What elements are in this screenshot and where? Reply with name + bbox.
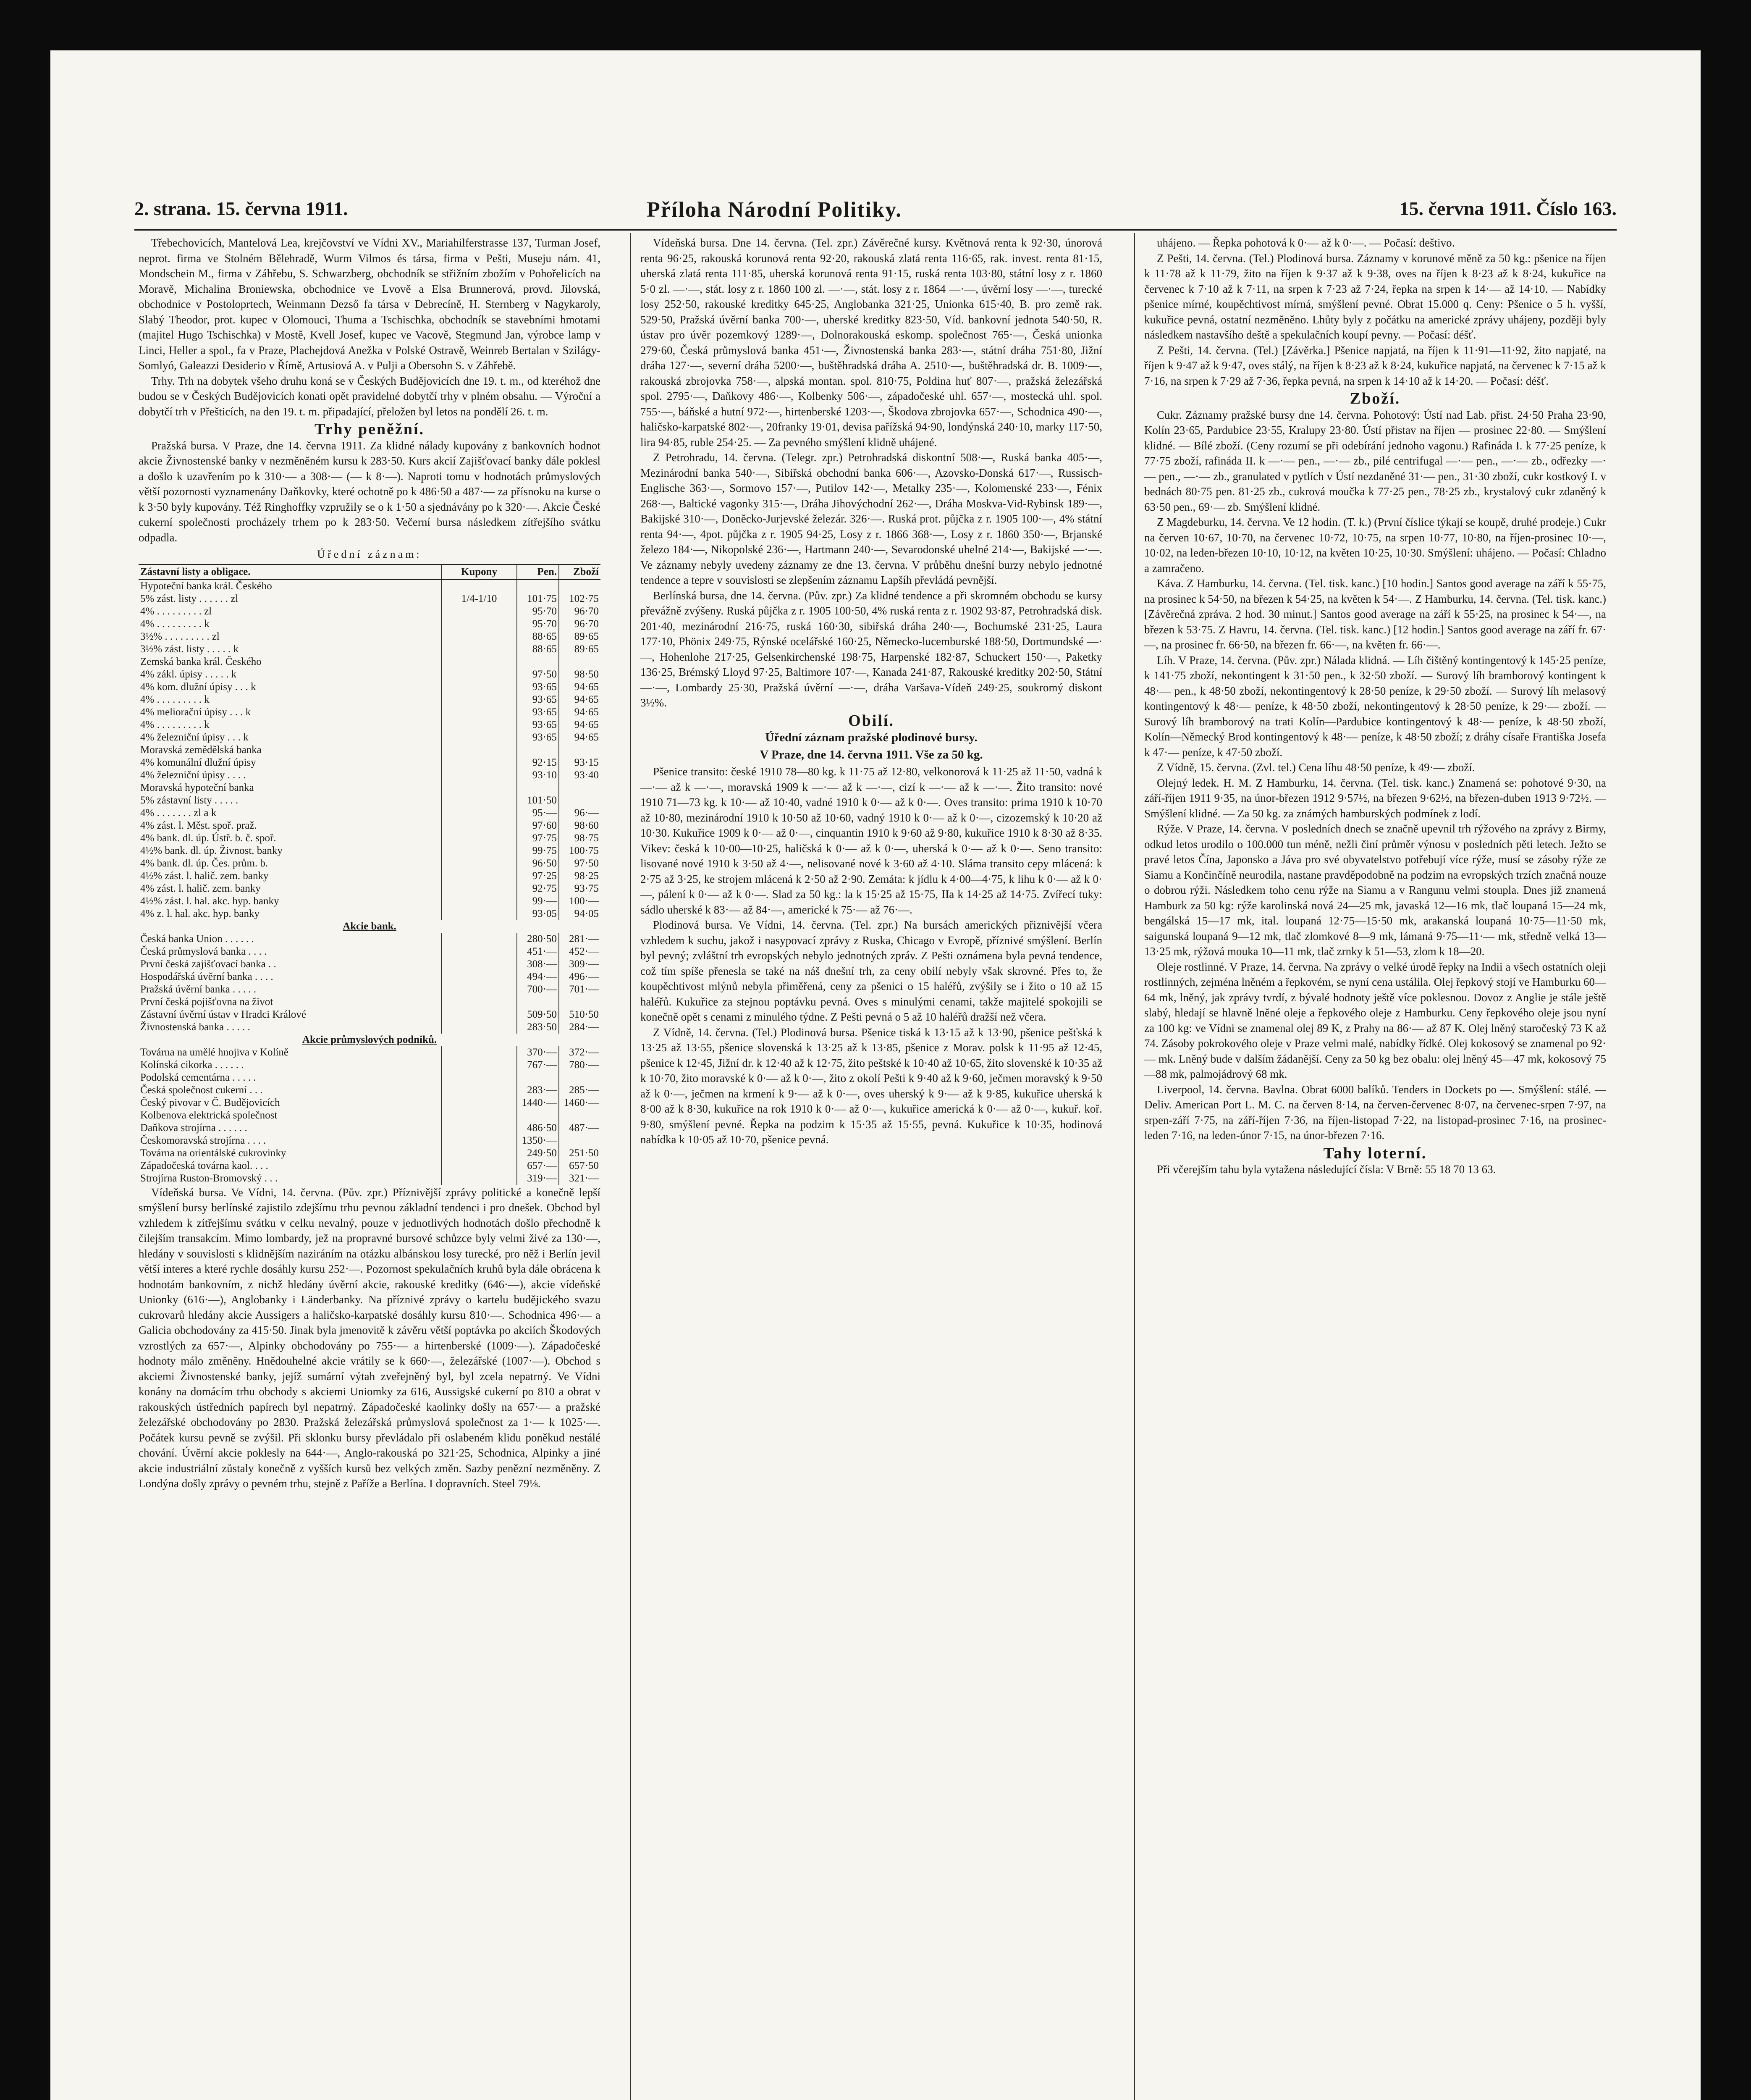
- table-cell-zb: 94·65: [559, 693, 600, 706]
- table-cell-zb: 510·50: [559, 1008, 600, 1021]
- table-row: [139, 1059, 600, 1071]
- table-cell-zb: 285·—: [559, 1084, 600, 1097]
- table-cell-pen: 494·—: [517, 971, 559, 983]
- table-cell-pen: 249·50: [517, 1147, 559, 1160]
- table-cell-cup: [441, 744, 517, 756]
- table-cell-pen: 97·25: [517, 870, 559, 882]
- column-3: [1144, 235, 1606, 2100]
- table-cell-pen: 97·75: [517, 832, 559, 845]
- table-cell-pen: 93·65: [517, 693, 559, 706]
- table-cell-pen: 101·50: [517, 794, 559, 807]
- budapest-closing-paragraph: Z Pešti, 14. června. (Tel.) [Závěrka.] Pšenice napjatá, na říjen k 11·91—11·92, žito napjaté, na říjen k 9·47 až k 9·47, oves stálý, na říjen k 8·23 až k 8·24, kukuřice napjatá, na červenec k 7·15 až k 7·16, na srpen k 7·29 až 7·36, řepka pevná, na srpen k 14·10 až k 14·20. — Počasí: déšť.: [1144, 344, 1606, 387]
- column-header: Zboží: [559, 564, 600, 580]
- table-cell-pen: 767·—: [517, 1059, 559, 1071]
- table-cell-pen: 1440·—: [517, 1097, 559, 1109]
- bankruptcy-list: Třebechovicích, Mantelová Lea, krejčovství ve Vídni XV., Mariahilferstrasse 137, Turman Josef, neprot. firma ve Stolném Bělehradě, Wurm Vilmos és társa, firma v Pešti, Museju nám. 41, Mondschein M., firma v Záhřebu, S. Schwarzberg, obchodník se střižním zbožím v Pohořelicích na Moravě, Michalina Broniewska, obchodnice ve Lvově a Elsa Brunnerová, provd. Jilovská, obchodnice v Postoloprtech, Weinmann Dezső fa társa v Debrecíně, H. Sternberg v Nagykaroly, Slabý Theodor, prot. kupec v Olomouci, Thuma a Tschischka, obchodník se stavebními hmotami (majitel Hugo Tschischka) v Mostě, Kvell Josef, kupec ve Vacově, Stegmund Jan, výrobce lamp v Linci, Heller a spol., fa v Praze, Plachejdová Anežka v Polské Ostravě, Weinreb Bertalan v Szilágy-Somlyó, Galeazzi Desiderio v Římě, Artusiová A. v Pulji a Obersohn S. v Záhřebě.: [139, 236, 600, 372]
- table-row: [139, 731, 600, 744]
- table-cell-cup: [441, 895, 517, 908]
- table-cell-name: 4% . . . . . . . zl a k: [140, 807, 217, 819]
- table-cell-pen: 1350·—: [517, 1134, 559, 1147]
- table-cell-name: 4% . . . . . . . . . k: [140, 719, 210, 730]
- table-cell-pen: 96·50: [517, 857, 559, 870]
- table-row: [139, 580, 600, 593]
- table-cell-pen: 486·50: [517, 1122, 559, 1134]
- table-cell-name: 4½% bank. dl. úp. Živnost. banky: [140, 845, 283, 856]
- table-cell-cup: [441, 1109, 517, 1122]
- table-cell-name: Pražská úvěrní banka . . . . .: [140, 983, 257, 995]
- table-cell-name: Západočeská továrna kaol. . . .: [140, 1160, 268, 1171]
- table-row: [139, 845, 600, 857]
- table-cell-cup: [441, 908, 517, 920]
- table-row: [139, 1109, 600, 1122]
- table-cell-zb: 93·15: [559, 756, 600, 769]
- table-cell-name: 4% železniční úpisy . . . k: [140, 731, 249, 743]
- table-cell-zb: 309·—: [559, 958, 600, 971]
- table-row: [139, 807, 600, 819]
- table-row: [139, 681, 600, 693]
- table-cell-cup: [441, 756, 517, 769]
- column-divider: [1134, 233, 1135, 2100]
- table-cell-pen: 283·—: [517, 1084, 559, 1097]
- budapest-produce-paragraph: Z Pešti, 14. června. (Tel.) Plodinová bursa. Záznamy v korunové měně za 50 kg.: pšenice na říjen k 11·78 až k 11·79, žito na říjen k 9·37 až k 9·38, oves na říjen k 8·23 až k 8·24, kukuřice na červenec k 7·10 až k 7·11, na srpen k 7·23 až 7·24, řepka na srpen k 14·— až 14·10. — Nabídky pšenice mírné, koupěchtivost mírná, smýšlení pevné. Obrat 15.000 q. Ceny: Pšenice o 5 h. vyšší, kukuřice pevná, ostatní nezměněno. Lhůty byly z počátku na americké zprávy uhájeny, později byly následkem nastavšího deště a spekulačních koupí pevny. — Počasí: déšť.: [1144, 252, 1606, 341]
- table-row: [139, 870, 600, 882]
- table-cell-zb: 98·25: [559, 870, 600, 882]
- table-cell-cup: [441, 971, 517, 983]
- table-row: [139, 1021, 600, 1034]
- header-date-right: 15. června 1911. Číslo 163.: [1399, 198, 1617, 219]
- table-cell-pen: 95·70: [517, 618, 559, 630]
- table-cell-pen: 700·—: [517, 983, 559, 996]
- column-header: Zástavní listy a obligace.: [139, 564, 441, 580]
- table-cell-zb: [559, 1134, 600, 1147]
- table-cell-zb: 94·65: [559, 706, 600, 719]
- table-cell-cup: [441, 719, 517, 731]
- rice-paragraph: Rýže. V Praze, 14. června. V posledních dnech se značně upevnil trh rýžového na zprávy z Birmy, odkud letos urodilo o 100.000 tun méně, nežli činí průměr výnosu v posledních pěti letech. Ježto se pravé letos Čína, Japonsko a Jáva pro své obyvatelstvo potřebují více rýže, musí se zásoby rýže ze Siamu a Končinčíně neurodila, nastane pravděpodobně na podzim na evropských trzích značná nouze o dobrou rýži. Následkem toho cenu rýže na Siamu a v Rangunu velmi stoupla. Dnes již znamená Hamburk za 50 kg: rýže karolinská nová 24—25 mk, javaská 12—16 mk, tlač loupaná 15—24 mk, bengálská 15—17 mk, ital. loupaná 12·75—15·50 mk, arakanská loupaná 10·75—11·50 mk, saigunská loupaná 9—12 mk, tlač zlomkové 8—9 mk, lámaná 9·75—11·— mk, středně velká 13—13·25 mk, rýžová mouka 10—11 mk, tlač zrnky k 51—53, zlom k 18—20.: [1144, 822, 1606, 958]
- table-cell-pen: 93·65: [517, 731, 559, 744]
- table-cell-cup: [441, 668, 517, 681]
- vienna-produce-paragraph: Z Vídně, 14. června. (Tel.) Plodinová bursa. Pšenice tiská k 13·15 až k 13·90, pšenice pešťská k 13·25 až 13·55, pšenice slovenská k 13·25 až k 13·85, pšenice z Morav. polsk k 11·95 až 12·45, pšenice k 12·45, Jižní dr. k 12·40 až k 12·75, žito peštské k 10·40 až 10·65, žito slovenské k 10·35 až k 10·70, žito moravské k 0·— až k 0·—, žito z okolí Pešti k 9·40 až k 9·60, ječmen moravský k 9·50 až k 0·—, ječmen na krmení k 9·— až k 0·—, oves uherský k 9·— až k 9·85, kukuřice uherská k 8·00 až k 8·30, kukuřice na rok 1910 k 0·— až 0·—, kukuřice americká k 0·— až 0·—, kukuř. koř. 9·80, smýšlení pevné. Řepka na podzim k 15·35 až 15·55, pevná. Kukuřice k 10·35, hodinová nabídka k 10·05 až 10·70, pšenice pevná.: [640, 1026, 1102, 1146]
- table-cell-name: 4½% zást. l. halič. zem. banky: [140, 870, 269, 882]
- table-group-row: [139, 920, 600, 933]
- table-cell-cup: [441, 1008, 517, 1021]
- table-row: [139, 656, 600, 668]
- table-cell-zb: [559, 1109, 600, 1122]
- table-row: [139, 668, 600, 681]
- table-cell-zb: 321·—: [559, 1172, 600, 1185]
- table-cell-cup: [441, 933, 517, 945]
- table-cell-cup: [441, 782, 517, 794]
- table-cell-zb: 284·—: [559, 1021, 600, 1034]
- table-cell-name: Český pivovar v Č. Budějovicích: [140, 1097, 280, 1108]
- table-cell-pen: 99·75: [517, 845, 559, 857]
- table-cell-zb: 100·—: [559, 895, 600, 908]
- table-cell-pen: [517, 996, 559, 1008]
- table-row: [139, 605, 600, 618]
- table-cell-name: 4% z. l. hal. akc. hyp. banky: [140, 908, 260, 919]
- table-cell-zb: 93·40: [559, 769, 600, 782]
- table-cell-cup: [441, 1084, 517, 1097]
- table-cell-name: 4% zást. l. Měst. spoř. praž.: [140, 819, 257, 831]
- table-cell-zb: [559, 794, 600, 807]
- table-cell-zb: 372·—: [559, 1046, 600, 1059]
- table-row: [139, 1172, 600, 1185]
- table-cell-cup: [441, 958, 517, 971]
- grain-prices-paragraph: Pšenice transito: české 1910 78—80 kg. k 11·75 až 12·80, velkonorová k 11·25 až 11·50, vadná k —·— až k —·—, moravská 1909 k —·— až k —·—, cizí k —·— až k —·—. Žito transito: nové 1910 71—73 kg. k 10·— až 10·40, vadné 1910 k 0·— až k 0·—. Oves transito: prima 1910 k 10·70 až 10·80, mezinárodní 1910 k 10·50 až 10·60, vadný 1910 k 0·— až k 0·—, cizozemský k 10·20 až 10·30. Kukuřice 1909 k 0·— až 0·—, cinquantin 1910 k 9·60 až 9·80, kukuřice 1910 k 8·30 až 8·35. Vikev: česká k 10·00—10·25, haličská k 0·— až k 0·—, uherská k 0·— až k 0·—. Seno transito: lisované nové 1910 k 3·50 až 4·—, nelisované nové k 3·60 až 4·10. Sláma transito cepy mlácená: k 2·75 až 3·25, ke strojem mlácená k 2·50 až 2·90. Zemáta: k jídlu k 4·00—4·75, k lihu k 0·— až k 0·—, pálení k 0·— až k 0·—. Slad za 50 kg.: la k 15·25 až 15·75, IIa k 14·25 až 14·75. Zvířecí tuky: sádlo uherské k 83·— až 84·—, americké k 75·— až 76·—.: [640, 765, 1102, 916]
- table-cell-name: Akcie průmyslových podniků.: [302, 1034, 437, 1045]
- table-cell-pen: 97·60: [517, 819, 559, 832]
- table-cell-pen: [517, 580, 559, 593]
- table-cell-pen: [517, 782, 559, 794]
- table-row: [139, 630, 600, 643]
- table-cell-zb: 657·50: [559, 1160, 600, 1172]
- table-cell-name: Daňkova strojírna . . . . . .: [140, 1122, 247, 1134]
- magdeburg-paragraph: Z Magdeburku, 14. června. Ve 12 hodin. (T. k.) (První číslice týkají se koupě, druhé prodeje.) Cukr na červen 10·67, 10·70, na červenec 10·72, 10·75, na srpen 10·77, 10·80, na říjen-prosinec 10·—, 10·02, na leden-březen 10·10, 10·12, na květen 10·25, 10·30. Smýšlení: uhájeno. — Počasí: Chladno a zamračeno.: [1144, 516, 1606, 575]
- table-row: [139, 895, 600, 908]
- table-cell-cup: [441, 1046, 517, 1059]
- table-cell-name: 4% . . . . . . . . . k: [140, 693, 210, 705]
- column-2: [640, 235, 1102, 2100]
- table-cell-pen: 99·—: [517, 895, 559, 908]
- table-row: [139, 996, 600, 1008]
- table-cell-name: Moravská hypoteční banka: [140, 782, 254, 793]
- table-cell-cup: [441, 1021, 517, 1034]
- subheading-uredni-zaznam: Úřední záznam pražské plodinové bursy.: [765, 731, 978, 744]
- table-row: [139, 1147, 600, 1160]
- spirits-paragraph: Líh. V Praze, 14. června. (Pův. zpr.) Nálada klidná. — Líh čištěný kontingentový k 145·25 peníze, k 141·75 zboží, nekontingent k 31·50 pen., k 32·50 zboží. — Surový líh bramborový kontingent k 48·— pen., k 48·50 zboží, nekontingentový k 28·50 peníze, k 29·50 zboží. — Surový líh melasový kontingentový k 48·— peníze, k 48·50 zboží, nekontingentový k 28·50 peníze, k 29·— zboží. — Surový líh bramborový na trati Kolín—Pardubice kontingentový k 48·— peníze, k 48·50 zboží, Kolín—Německý Brod kontingentový k 48·— peníze, k 48·50 zboží; z dráhy císaře Františka Josefa k 47·— peníze, k 47·50 zboží.: [1144, 654, 1606, 759]
- table-cell-name: 4½% zást. l. hal. akc. hyp. banky: [140, 895, 279, 907]
- table-cell-pen: 283·50: [517, 1021, 559, 1034]
- table-cell-zb: 780·—: [559, 1059, 600, 1071]
- table-cell-cup: [441, 1160, 517, 1172]
- table-cell-pen: 88·65: [517, 643, 559, 656]
- table-cell-zb: [559, 996, 600, 1008]
- table-cell-name: Továrna na orientálské cukrovinky: [140, 1147, 286, 1159]
- table-cell-cup: [441, 605, 517, 618]
- subheading-date: V Praze, dne 14. června 1911. Vše za 50 kg.: [760, 748, 983, 761]
- table-cell-pen: 101·75: [517, 593, 559, 605]
- table-cell-name: 4% meliorační úpisy . . . k: [140, 706, 251, 718]
- berlinska-bursa-paragraph: Berlínská bursa, dne 14. června. (Pův. zpr.) Za klidné tendence a při skromném obchodu se kursy převážně zvýšeny. Ruská půjčka z r. 1905 100·50, 4% ruská renta z r. 1902 93·87, Petrohradská disk. 201·40, mezinárodní 216·75, ruská 160·30, sibiřská dráha 240·—, Bochumské 231·25, Laura 177·10, Phönix 249·75, Rýnské ocelářské 160·25, Německo-lucemburské 188·50, Dortmundské —·—, Hohenlohe 217·25, Gelsenkirchenské 198·75, Harpenské 182·87, Schuckert 150·—, Paketky 136·25, Brémský Lloyd 97·25, Baltimore 107·—, Kanada 241·87, Rakouské kreditky 202·50, Státní —·—, Lombardy 25·30, Pražská úvěrní —·—, dráha Varšava-Vídeň 249·25, soukromý diskont 3½%.: [640, 589, 1102, 709]
- table-cell-name: Továrna na umělé hnojiva v Kolíně: [140, 1046, 289, 1058]
- table-cell-name: 4% zást. l. halič. zem. banky: [140, 882, 261, 894]
- table-cell-cup: [441, 819, 517, 832]
- table-cell-pen: 93·10: [517, 769, 559, 782]
- table-cell-name: Strojírna Ruston-Bromovský . . .: [140, 1172, 278, 1184]
- table-cell-cup: [441, 1097, 517, 1109]
- spirits-vienna-paragraph: Z Vídně, 15. června. (Zvl. tel.) Cena líhu 48·50 peníze, k 49·— zboží.: [1157, 761, 1475, 774]
- table-cell-cup: [441, 618, 517, 630]
- table-row: [139, 1008, 600, 1021]
- table-cell-pen: 93·65: [517, 681, 559, 693]
- table-cell-cup: [441, 807, 517, 819]
- table-row: [139, 857, 600, 870]
- table-row: [139, 832, 600, 845]
- column-header: Pen.: [517, 564, 559, 580]
- table-cell-pen: 93·65: [517, 719, 559, 731]
- table-cell-name: Česká průmyslová banka . . . .: [140, 945, 267, 957]
- table-cell-pen: 657·—: [517, 1160, 559, 1172]
- table-cell-zb: 96·70: [559, 605, 600, 618]
- table-cell-pen: [517, 656, 559, 668]
- table-cell-zb: 281·—: [559, 933, 600, 945]
- table-cell-zb: 97·50: [559, 857, 600, 870]
- table-row: [139, 769, 600, 782]
- table-cell-cup: [441, 882, 517, 895]
- table-row: [139, 643, 600, 656]
- table-cell-name: Hypoteční banka král. Českého: [140, 580, 272, 592]
- table-cell-cup: [441, 870, 517, 882]
- table-cell-zb: 94·65: [559, 681, 600, 693]
- table-cell-pen: [517, 744, 559, 756]
- table-cell-name: Zástavní úvěrní ústav v Hradci Králové: [140, 1008, 307, 1020]
- table-row: [139, 945, 600, 958]
- table-row: [139, 756, 600, 769]
- table-cell-zb: 98·75: [559, 832, 600, 845]
- coffee-paragraph: Káva. Z Hamburku, 14. června. (Tel. tisk. kanc.) [10 hodin.] Santos good average na září k 55·75, na prosinec k 54·50, na březen k 54·25, na květen k 54·—. Z Hamburku, 14. června. (Tel. tisk. kanc.) [Závěrečná zpráva. 2 hod. 30 minut.] Santos good average na září k 55·25, na prosinec k 54·—, na březen k 53·75. Z Havru, 14. června. (Tel. tisk. kanc.) [12 hodin.] Santos good average na září fr. 67·—, na prosinec fr. 66·50, na březen fr. 66·—, na květen fr. 66·—.: [1144, 577, 1606, 651]
- table-cell-cup: [441, 580, 517, 593]
- videnska-bursa-closing-paragraph: Vídeňská bursa. Dne 14. června. (Tel. zpr.) Závěrečné kursy. Květnová renta k 92·30, únorová renta 96·25, rakouská korunová renta 92·20, rakouská zlatá renta 116·65, rak. invest. renta 81·15, uherská zlatá renta 111·85, uherská korunová renta 91·15, ruská renta 103·80, státní losy z r. 1860 5·0 zl. —·—, stát. losy z r. 1860 100 zl. —·—, stát. losy z r. 1864 —·—, úvěrní losy —·—, turecké losy 252·50, rakouské kreditky 645·25, Anglobanka 321·25, Unionka 615·40, B. pro země rak. 529·50, Pražská úvěrní banka 700·—, uherské kreditky 823·50, Víd. bankovní jednota 540·50, R. ústav pro úvěr pozemkový 1289·—, Dolnorakouská eskomp. společnost 765·—, Česká unionka 279·60, Česká průmyslová banka 451·—, Živnostenská banka 283·—, státní dráha 751·80, Jižní dráha 127·—, severní dráha 5200·—, buštěhradská dráha A. 2510·—, buštěhradská dr. B. 1009·—, rakouská zbrojovka 758·—, alpská montan. spol. 810·75, Poldina huť 807·—, pražská železářská spol. 2795·—, Daňkovy 486·—, Kolbenky 506·—, západočeské uhl. 657·—, mostecká uhl. spol. 755·—, báňské a hutní 972·—, hirtenberské 1203·—, Škodova zbrojovka 657·—, Schodnica 490·—, haličsko-karpatské 802·—, 20franky 19·01, devisa pařížská 94·90, londýnská 240·10, marky 117·50, lira 94·85, ruble 254·25. — Za pevného smýšlení klidně uhájené.: [640, 236, 1102, 449]
- table-row: [139, 794, 600, 807]
- table-group-row: [139, 1034, 600, 1046]
- sugar-paragraph: Cukr. Záznamy pražské bursy dne 14. června. Pohotový: Ústí nad Lab. přist. 24·50 Praha 23·90, Kolín 23·65, Pardubice 23·55, Kralupy 23·80. Ústí přistav na říjen — prosinec 22·80. — Smýšlení klidné. — Bílé zboží. (Ceny rozumí se při odebírání jednoho vagonu.) Rafináda I. k 77·25 peníze, k 77·75 zboží, rafináda II. k —·— pen., —·— zb., pilé centrifugal —·— pen., —·— zb., odřezky —·— pen., —·— zb., granulated v pytlích v Ústí nezdaněné 31·— pen., 31·30 zboží, cukr kostkový I. v bednách 80·75 pen. 81·25 zb., cukrová moučka k 77·25 pen., 78·25 zb., krystalový cukr zdaněný k 63·50 pen., 69·— zb. Smýšlení klidné.: [1144, 408, 1606, 513]
- table-cell-zb: 701·—: [559, 983, 600, 996]
- table-cell-pen: 509·50: [517, 1008, 559, 1021]
- plodinova-bursa-paragraph: Plodinová bursa. Ve Vídni, 14. června. (Tel. zpr.) Na bursách amerických přiznivější včera vzhledem k suchu, jakož i nasypovací zprávy z Ruska, Chicago v Evropě, příznivé smýšlení. Berlín byl pevný; zvláštní trh evropských nebylo jednotných zpráv. Z Pešti oznámena byla pevná tendence, což tím spíše přenesla se také na náš dnešní trh, za ceny obilí nebyly však skrovné. Přes to, že koupěchtivost mlýnů nebyla přiměřená, ceny za pšenici o 15 haléřů, zvýšily se i žito o 10 až 15 haléřů. Kukuřice za stejnou poptávku pevná. Oves s minulými cenami, takže majitelé spokojili se konečně opět s cenami z minulého týdne. Z Pešti pevná o 5 až 10 haléřů dražší než včera.: [640, 919, 1102, 1023]
- table-row: [139, 693, 600, 706]
- table-cell-pen: 93·05: [517, 908, 559, 920]
- table-cell-name: 4% bank. dl. úp. Čes. prům. b.: [140, 857, 268, 869]
- table-cell-pen: [517, 1071, 559, 1084]
- table-cell-zb: 94·65: [559, 731, 600, 744]
- section-heading-obili: Obilí.: [848, 711, 894, 730]
- table-cell-name: Živnostenská banka . . . . .: [140, 1021, 250, 1033]
- table-cell-zb: 496·—: [559, 971, 600, 983]
- table-header-row: [139, 564, 600, 580]
- table-cell-pen: 451·—: [517, 945, 559, 958]
- table-cell-zb: 94·65: [559, 719, 600, 731]
- table-cell-name: Českomoravská strojírna . . . .: [140, 1134, 266, 1146]
- table-cell-cup: [441, 1059, 517, 1071]
- lottery-paragraph: Při včerejším tahu byla vytažena následující čísla: V Brně: 55 18 70 13 63.: [1157, 1163, 1496, 1176]
- column-header: Kupony: [441, 564, 517, 580]
- table-cell-cup: [441, 945, 517, 958]
- page-header: [134, 197, 1617, 227]
- header-date-left: 2. strana. 15. června 1911.: [134, 198, 348, 219]
- table-cell-pen: 95·70: [517, 605, 559, 618]
- table-cell-name: 3½% zást. listy . . . . . k: [140, 643, 239, 655]
- table-cell-cup: [441, 643, 517, 656]
- table-cell-pen: 92·75: [517, 882, 559, 895]
- table-body: [139, 580, 600, 1185]
- table-cell-name: 5% zást. listy . . . . . . zl: [140, 593, 239, 604]
- table-cell-zb: 89·65: [559, 643, 600, 656]
- table-row: [139, 618, 600, 630]
- table-cell-name: 4% zákl. úpisy . . . . . k: [140, 668, 237, 680]
- continuation-paragraph: uhájeno. — Řepka pohotová k 0·— až k 0·—. — Počasí: deštivo.: [1157, 236, 1455, 249]
- table-cell-zb: [559, 656, 600, 668]
- bond-quote-table: [139, 564, 600, 1185]
- section-heading-tahy-loterni: Tahy loterní.: [1323, 1144, 1427, 1162]
- table-cell-cup: [441, 693, 517, 706]
- table-cell-cup: [441, 996, 517, 1008]
- table-cell-cup: [441, 681, 517, 693]
- table-cell-name: Podolská cementárna . . . . .: [140, 1071, 256, 1083]
- table-cell-cup: [441, 656, 517, 668]
- table-cell-pen: [517, 1109, 559, 1122]
- column-1: [139, 235, 600, 2100]
- table-cell-cup: [441, 706, 517, 719]
- table-cell-zb: [559, 782, 600, 794]
- table-row: [139, 933, 600, 945]
- liverpool-cotton-paragraph: Liverpool, 14. června. Bavlna. Obrat 6000 balíků. Tenders in Dockets po —. Smýšlení: stálé. — Deliv. American Port L. M. C. na červen 8·14, na červen-červenec 8·07, na červenec-srpen 7·97, na srpen-září 7·75, na září-říjen 7·36, na říjen-listopad 7·22, na listopad-prosinec 7·16, na prosinec-leden 7·16, na leden-únor 7·15, na únor-březen 7·16.: [1144, 1083, 1606, 1142]
- table-row: [139, 782, 600, 794]
- table-cell-zb: 89·65: [559, 630, 600, 643]
- trhy-paragraph: Trhy. Trh na dobytek všeho druhu koná se v Českých Budějovicích dne 19. t. m., od kteréhož dne budou se v Českých Budějovicích konati opět pravidelné dobytčí trhy v plném obsahu. — Výroční a dobytčí trh v Přešticích, na den 19. t. m. připadající, přeložen byl letos na pondělí 26. t. m.: [139, 374, 600, 418]
- table-cell-pen: 308·—: [517, 958, 559, 971]
- table-cell-cup: [441, 832, 517, 845]
- table-cell-cup: [441, 845, 517, 857]
- table-cell-pen: 88·65: [517, 630, 559, 643]
- table-cell-name: 5% zástavní listy . . . . .: [140, 794, 239, 806]
- table-cell-name: Kolbenova elektrická společnost: [140, 1109, 278, 1121]
- table-cell-cup: [441, 769, 517, 782]
- table-cell-name: Česká banka Union . . . . . .: [140, 933, 254, 945]
- table-row: [139, 1122, 600, 1134]
- table-cell-name: První česká pojišťovna na život: [140, 996, 273, 1008]
- table-cell-zb: 487·—: [559, 1122, 600, 1134]
- table-cell-zb: 98·50: [559, 668, 600, 681]
- table-cell-zb: 1460·—: [559, 1097, 600, 1109]
- table-cell-cup: [441, 1134, 517, 1147]
- table-cell-pen: 319·—: [517, 1172, 559, 1185]
- table-row: [139, 744, 600, 756]
- table-cell-cup: [441, 731, 517, 744]
- table-caption: Úřední záznam:: [317, 548, 422, 560]
- table-row: [139, 1097, 600, 1109]
- vegetable-oils-paragraph: Oleje rostlinné. V Praze, 14. června. Na zprávy o velké úrodě řepky na Indii a všech ostatních oleji rostlinných, zejména lněném a řepkovém, se nyní cena ustálila. Olej řepkový stojí ve Hamburku 60—64 mk, lněný, jak zprávy tvrdí, z bývalé hodnoty ještě více poklesnou. Dovoz z Anglie je stále ještě slabý, hledají se hlavně lněné oleje a řepkového oleje z Hamburku. Ceny řepkového oleje jsou nyní za 100 kg: ve Vídni se znamenal olej 89 K, z Prahy na 86·— až 87 K. Olej lněný staročeský 73 K až 74. Zásoby pokrokového oleje v Praze velmi malé, nabídky řídké. Olej kokosový se znamenal po 92·— mk. Lněný bude v dalším žádanější. Ceny za 50 kg bez obalu: olej lněný 45—47 mk, kokosový 75—88 mk, palmojádrový 68 mk.: [1144, 960, 1606, 1080]
- table-cell-cup: [441, 794, 517, 807]
- prazska-bursa-paragraph: Pražská bursa. V Praze, dne 14. června 1911. Za klidné nálady kupovány z bankovních hodnot akcie Živnostenské banky v nezměněném kursu k 283·50. Kurs akcií Zajišťovací banky dále poklesl a došlo k uzavřením po k 310·— a 308·— (— k 8·—). Naproti tomu v hodnotách průmyslových větší pozornosti vyznamenány Daňkovky, které ochotně po k 486·50 a 487·— za přísnoku na kurse o k 3·50 byly kupovány. Též Ringhoffky vzpružily se o k 1·50 a sjednávány po k 320·—. Akcie České cukerní společnosti procházely trhem po k 283·50. Večerní bursa následkem zítřejšího svátku odpadla.: [139, 439, 600, 544]
- table-cell-cup: [441, 983, 517, 996]
- table-cell-name: 3½% . . . . . . . . . zl: [140, 630, 220, 642]
- table-cell-cup: [441, 1172, 517, 1185]
- section-heading-zbozi: Zboží.: [1350, 390, 1401, 407]
- table-cell-cup: [441, 1147, 517, 1160]
- table-cell-zb: 94·05: [559, 908, 600, 920]
- table-cell-cup: [441, 1071, 517, 1084]
- saltpeter-paragraph: Olejný ledek. H. M. Z Hamburku, 14. června. (Tel. tisk. kanc.) Znamená se: pohotové 9·30, na září-říjen 1911 9·35, na únor-březen 1912 9·57½, na březen 9·62½, na březen-duben 1913 9·72½. — Smýšlení klidné. — Za 50 kg. za známých hamburských podmínek z lodí.: [1144, 776, 1606, 820]
- table-cell-cup: [441, 857, 517, 870]
- petrohrad-paragraph: Z Petrohradu, 14. června. (Telegr. zpr.) Petrohradská diskontní 508·—, Ruská banka 405·—, Mezinárodní banka 540·—, Sibiřská obchodní banka 606·—, Azovsko-Donská 617·—, Russisch-Englische 363·—, Sormovo 157·—, Putilov 142·—, Metalky 235·—, Kolomenské 233·—, Fénix 268·—, Baltické vagonky 315·—, Dráha Jihovýchodní 262·—, Dráha Moskva-Vid-Rybinsk 189·—, Bakijské 310·—, Doněcko-Jurjevské železár. 326·—. Ruská prot. půjčka z r. 1905 100·—, 4% státní renta 94·—, 4pot. půjčka z r. 1905 94·25, Losy z r. 1866 368·—, Losy z r. 1860 350·—, Brjanské železo 184·—, Nikopolské 236·—, Hartmann 240·—, Sevarodonské uhelné 214·—, Bakijské —·—. Ve záznamy nebyly uvedeny záznamy ze dne 13. června. V průběhu dnešní burzy nebylo jednotné tendence a tepre v souvislosti se zlepšením záznamu Lapšíh převládá pevnější.: [640, 451, 1102, 586]
- table-row: [139, 983, 600, 996]
- header-rule: [134, 229, 1617, 231]
- table-cell-zb: 452·—: [559, 945, 600, 958]
- table-cell-name: První česká zajišťovací banka . .: [140, 958, 276, 970]
- table-cell-zb: 96·70: [559, 618, 600, 630]
- table-row: [139, 958, 600, 971]
- table-cell-name: 4% bank. dl. úp. Ústř. b. č. spoř.: [140, 832, 276, 844]
- header-title: Příloha Národní Politiky.: [647, 198, 902, 222]
- table-cell-zb: 98·60: [559, 819, 600, 832]
- table-cell-pen: 370·—: [517, 1046, 559, 1059]
- table-cell-name: 4% kom. dlužní úpisy . . . k: [140, 681, 256, 693]
- section-heading-trhy-penezni: Trhy peněžní.: [314, 420, 425, 438]
- table-cell-name: 4% železniční úpisy . . . .: [140, 769, 246, 781]
- table-cell-zb: 93·75: [559, 882, 600, 895]
- table-row: [139, 819, 600, 832]
- table-cell-pen: 280·50: [517, 933, 559, 945]
- table-cell-zb: 251·50: [559, 1147, 600, 1160]
- table-cell-name: 4% . . . . . . . . . k: [140, 618, 210, 630]
- table-cell-zb: [559, 1071, 600, 1084]
- table-row: [139, 593, 600, 605]
- table-row: [139, 719, 600, 731]
- table-cell-pen: 93·65: [517, 706, 559, 719]
- table-cell-pen: 92·15: [517, 756, 559, 769]
- table-row: [139, 1046, 600, 1059]
- table-cell-zb: 96·—: [559, 807, 600, 819]
- table-cell-cup: [441, 630, 517, 643]
- table-row: [139, 908, 600, 920]
- table-cell-zb: [559, 580, 600, 593]
- table-cell-name: 4% komunální dlužní úpisy: [140, 756, 256, 768]
- table-cell-zb: 100·75: [559, 845, 600, 857]
- table-row: [139, 1071, 600, 1084]
- table-cell-name: Moravská zemědělská banka: [140, 744, 262, 756]
- table-cell-name: Hospodářská úvěrní banka . . . .: [140, 971, 273, 982]
- table-row: [139, 971, 600, 983]
- table-cell-name: Zemská banka král. Českého: [140, 656, 262, 667]
- table-cell-pen: 97·50: [517, 668, 559, 681]
- table-row: [139, 1134, 600, 1147]
- videnska-bursa-paragraph: Vídeňská bursa. Ve Vídni, 14. června. (Pův. zpr.) Příznivější zprávy politické a konečně lepší smýšlení bursy berlínské zajistilo zdejšímu trhu pevnou základní tendenci i pro dnešek. Obchod byl vzhledem k zítřejšímu svátku v celku nevalný, pouze v jednotlivých hodnotách došlo přechodně k čilejším transakcím. Mimo lombardy, jež na propravné bursové schůzce byly velmi živé za 130·—, hledány v souvislosti s klidnějším naziráním na otázku albánskou losy turecké, pro něž i Berlín jevil větší interes a které rychle dosáhly kursu 252·—. Pozornost spekulačních kruhů byla dále obrácena k hodnotám bankovním, z nichž hledány úvěrní akcie, rakouské kreditky (646·—), akcie vídeňské Unionky (616·—), Anglobanky i Länderbanky. Na příznivé zprávy o kartelu budějického svazu cukrovarů hledány akcie Aussigers a haličsko-karpatské dosáhly kursu 810·—. Schodnica 496·— a Galicia obchodovány za 415·50. Jinak byla jmenovitě k závěru větší poptávka po akciích Škodových vzrostlých za 657·—, Alpinky obchodovány po 755·— a hirtenberské (1009·—). Západočeské hodnoty málo změněny. Hnědouhelné akcie vrátily se k 660·—, železářské (1007·—). Obchod s akciemi Živnostenské banky, jejíž sumární výtah zveřejněný byl, byl zcela nepatrný. Ve Vídni konány na domácím trhu obchody s akciemi Uniomky za 616, Aussigské cukerní po 810 a obrat v rakouských ústředních papírech byl nepatrný. Západočeské kaolinky došly na 657·— a pražské železářské obchodovány po 2830. Pražská železářská průmyslová společnost za 1·— k 1025·—. Počátek kursu pevně se zvýšil. Při sklonku bursy převládalo při oslabeném klidu poněkud nestálé chování. Úvěrní akcie poklesly na 644·—, Anglo-rakouská po 321·25, Schodnica, Alpinky a jiné akcie industriální zůstaly konečně z vyšších kursů bez velkých změn. Sazby penězní nezměněny. Z Londýna došly zprávy o pevném trhu, stejně z Paříže a Berlína. I dopravních. Steel 79⅛.: [139, 1186, 600, 1490]
- table-cell-cup: [441, 1122, 517, 1134]
- table-cell-pen: 95·—: [517, 807, 559, 819]
- table-cell-zb: [559, 744, 600, 756]
- table-row: [139, 706, 600, 719]
- table-row: [139, 1084, 600, 1097]
- table-cell-cup: 1/4-1/10: [441, 593, 517, 605]
- table-cell-zb: 102·75: [559, 593, 600, 605]
- table-cell-name: Kolínská cikorka . . . . . .: [140, 1059, 244, 1071]
- table-cell-name: Česká společnost cukerní . . .: [140, 1084, 263, 1096]
- table-cell-name: 4% . . . . . . . . . zl: [140, 605, 212, 617]
- table-row: [139, 882, 600, 895]
- table-row: [139, 1160, 600, 1172]
- table-cell-name: Akcie bank.: [343, 920, 396, 932]
- column-divider: [630, 233, 631, 2100]
